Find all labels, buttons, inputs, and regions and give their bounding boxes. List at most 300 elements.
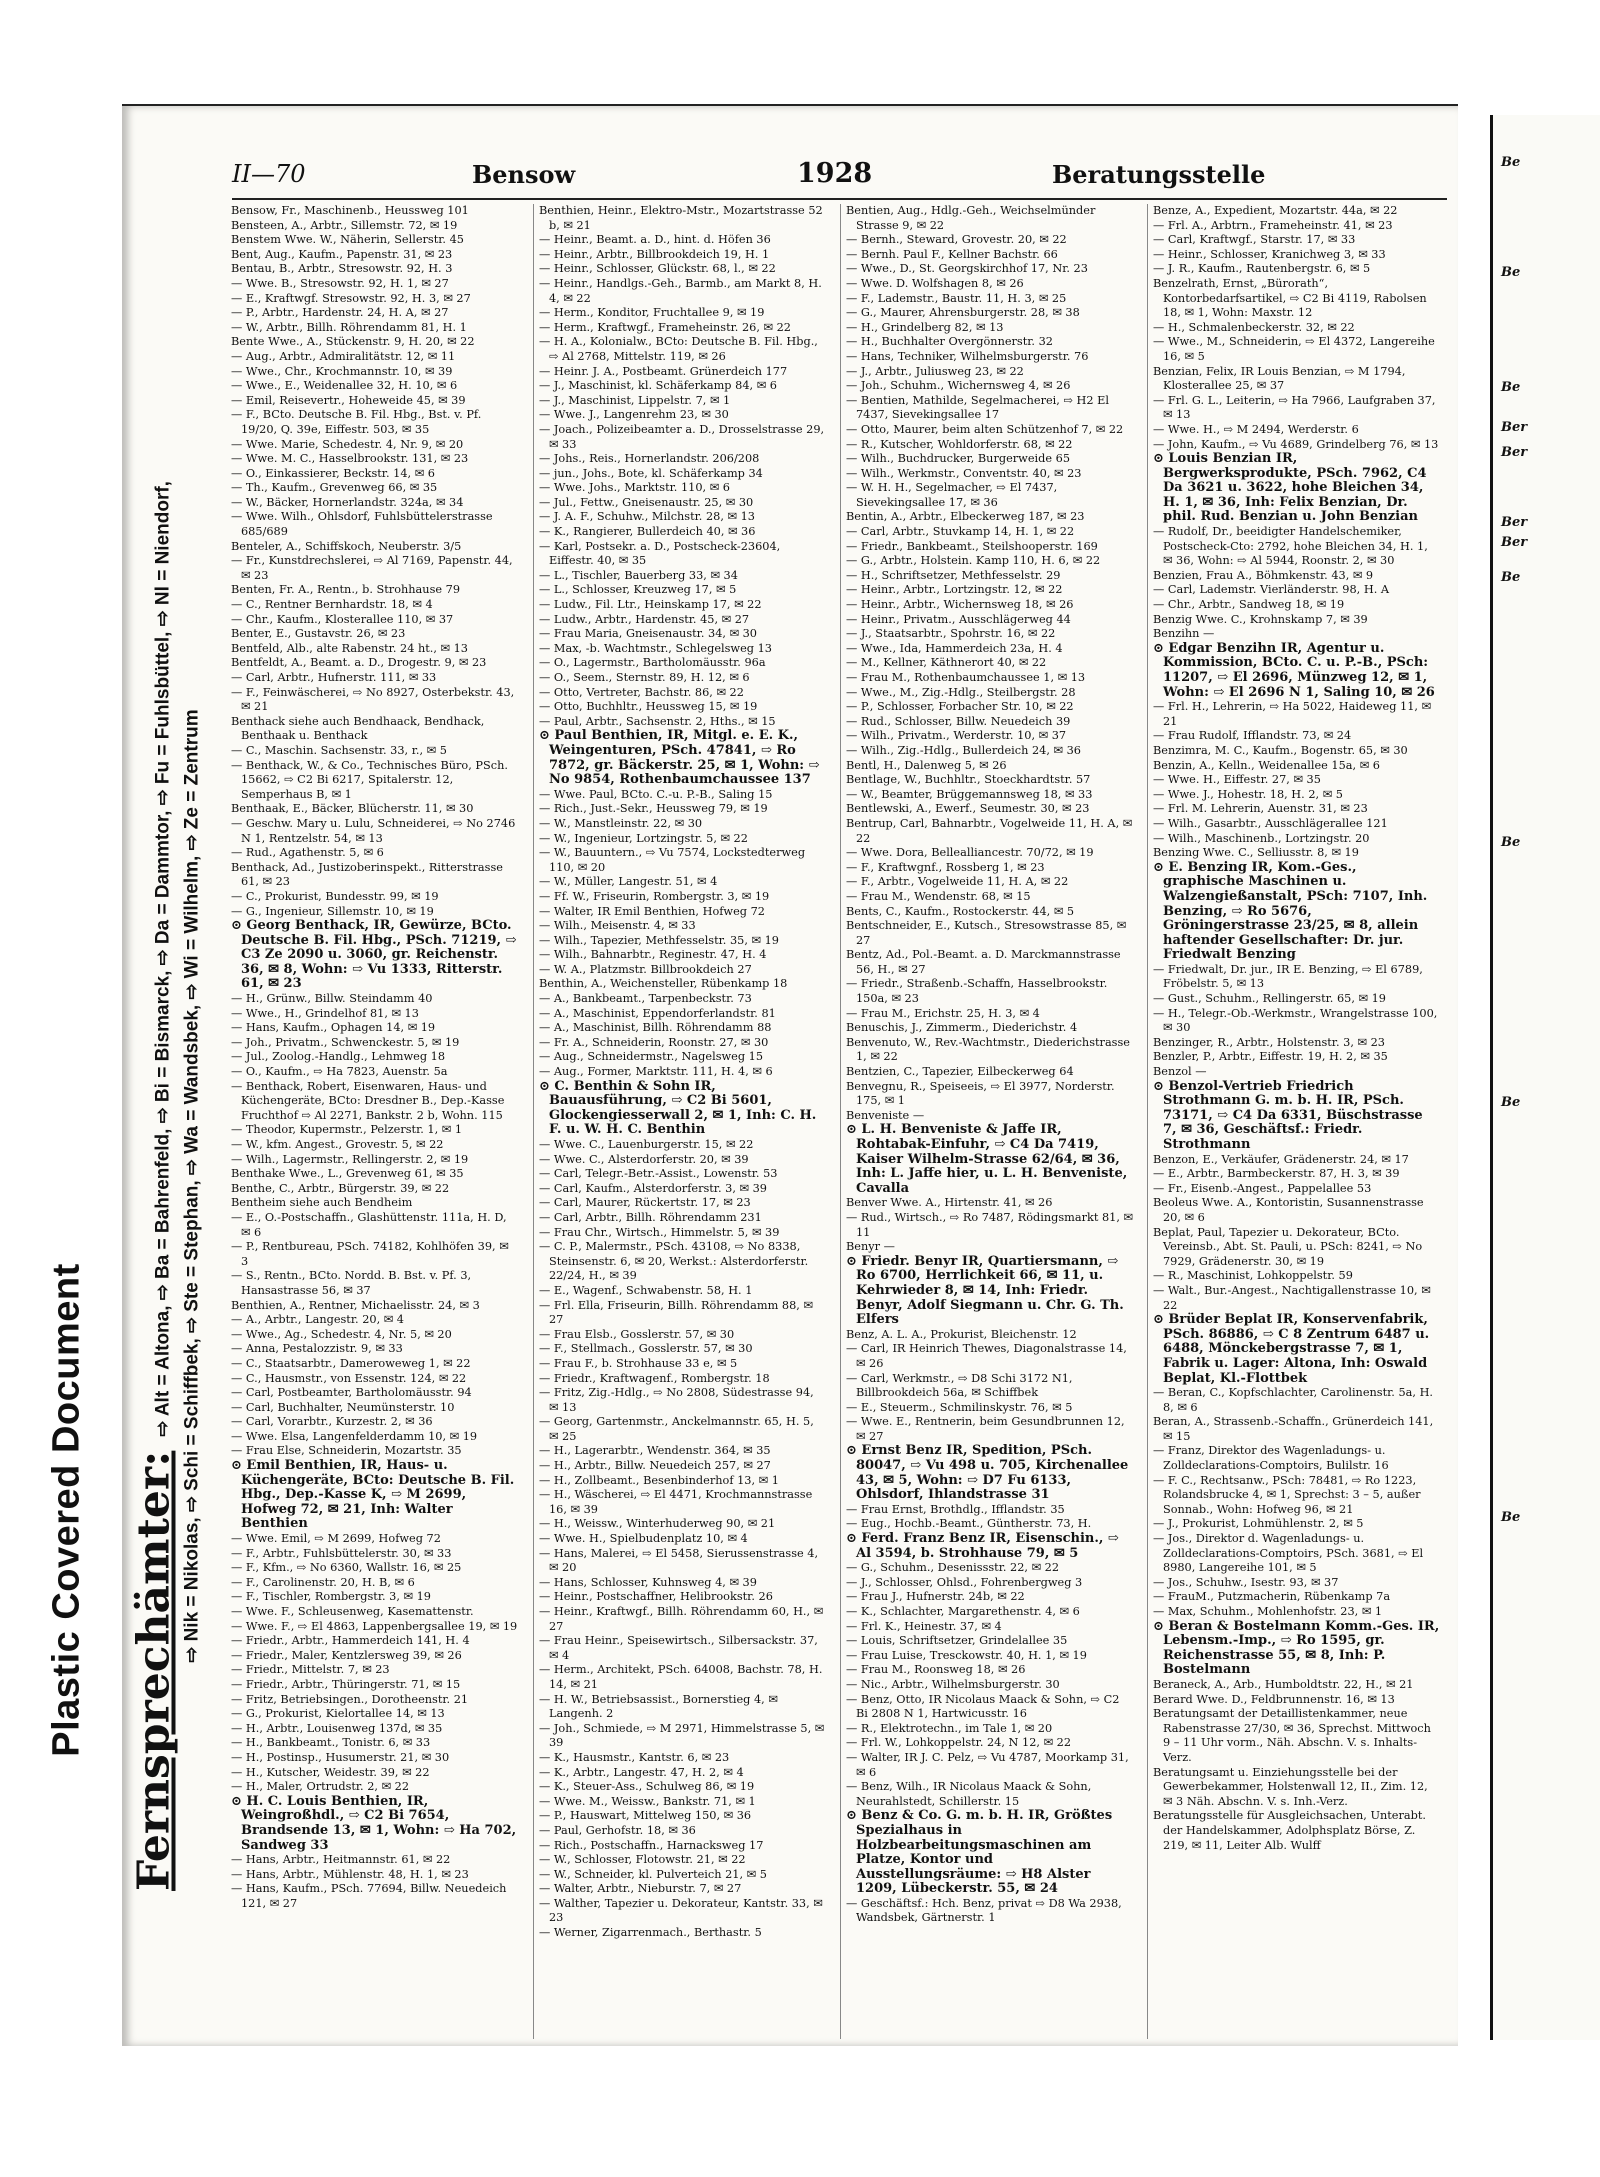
directory-entry: — Heinr., Privatm., Ausschlägerweg 44	[846, 612, 1071, 626]
directory-entry: — Aug., Schneidermstr., Nagelsweg 15	[539, 1050, 764, 1064]
edge-fragment: Be	[1501, 570, 1521, 585]
directory-entry: — Hans, Arbtr., Mühlenstr. 48, H. 1, ✉ 23	[231, 1867, 469, 1881]
directory-entry: — Heinr., Kraftwgf., Billh. Röhrendamm 60, H., ✉ 27	[539, 1605, 824, 1633]
directory-entry: — E., Arbtr., Barmbeckerstr. 87, H. 3, ✉ 39	[1153, 1167, 1400, 1181]
directory-entry: Bentin, A., Arbtr., Elbeckerweg 187, ✉ 23	[846, 510, 1085, 524]
edge-fragment: Ber	[1501, 515, 1528, 530]
directory-entry: — F., Feinwäscherei, ⇨ No 8927, Osterbekstr. 43, ✉ 21	[231, 685, 515, 714]
directory-entry: Bentlewski, A., Ewerf., Seumestr. 30, ✉ 23	[846, 802, 1090, 816]
directory-entry: — Rich., Postschaffn., Harnacksweg 17	[539, 1838, 764, 1852]
directory-entry: — Wwe. H., Spielbudenplatz 10, ✉ 4	[539, 1532, 748, 1546]
directory-entry: — H., Schmalenbeckerstr. 32, ✉ 22	[1153, 320, 1355, 334]
directory-entry: — Benz, Wilh., IR Nicolaus Maack & Sohn, Neurahlstedt, Schillerstr. 15	[846, 1780, 1092, 1808]
directory-entry: — H., Weissw., Winterhuderweg 90, ✉ 21	[539, 1517, 776, 1531]
directory-entry: — Herm., Konditor, Fruchtallee 9, ✉ 19	[539, 306, 765, 320]
directory-entry: Benteler, A., Schiffskoch, Neuberstr. 3/5	[231, 539, 462, 553]
directory-entry: — Paul, Gerhofstr. 18, ✉ 36	[539, 1823, 696, 1837]
directory-entry: — Benthack, Robert, Eisenwaren, Haus- und Küchengeräte, BCto: Dresdner B., Dep.-Kasse Fruchthof ⇨ Al 2271, Bankstr. 2 b, Wohn. 115	[231, 1079, 505, 1122]
directory-entry: — Walt., Bur.-Angest., Nachtigallenstrasse 10, ✉ 22	[1153, 1283, 1431, 1312]
directory-entry: — Wwe. Emil, ⇨ M 2699, Hofweg 72	[231, 1532, 441, 1546]
directory-entry: Bentfeldt, A., Beamt. a. D., Drogestr. 9, ✉ 23	[231, 656, 487, 670]
directory-entry: — O., Einkassierer, Beckstr. 14, ✉ 6	[231, 466, 435, 480]
directory-entry: — F. C., Rechtsanw., PSch: 78481, ⇨ Ro 1223, Rolandsbrucke 4, ✉ 1, Sprechst: 3 – 5, außer Sonnab., Wohn: Hofweg 96, ✉ 21	[1153, 1473, 1421, 1516]
directory-entry: — Werner, Zigarrenmach., Berthastr. 5	[539, 1926, 762, 1940]
directory-entry: — Bernh., Steward, Grovestr. 20, ✉ 22	[846, 233, 1067, 247]
directory-entry: — W., Schneider, kl. Pulverteich 21, ✉ 5	[539, 1867, 767, 1881]
directory-entry: Benveniste —	[846, 1108, 925, 1122]
directory-entry: — Benz, Otto, IR Nicolaus Maack & Sohn, ⇨ C2 Bi 2808 N 1, Hartwicusstr. 16	[846, 1692, 1120, 1721]
directory-entry: — E., Wagenf., Schwabenstr. 58, H. 1	[539, 1283, 753, 1297]
directory-entry: — Wwe. Elsa, Langenfelderdamm 10, ✉ 19	[231, 1429, 478, 1443]
directory-entry: — G., Schuhm., Desenissstr. 22, ✉ 22	[846, 1561, 1060, 1575]
directory-entry: — F., Kraftwgnf., Rossberg 1, ✉ 23	[846, 860, 1045, 874]
directory-entry: Bente Wwe., A., Stückenstr. 9, H. 20, ✉ 22	[231, 335, 475, 349]
directory-entry: — Frau M., Erichstr. 25, H. 3, ✉ 4	[846, 1006, 1040, 1020]
directory-entry: Benstem Wwe. W., Näherin, Sellerstr. 45	[231, 233, 464, 247]
directory-entry: — W. A., Platzmstr. Billbrookdeich 27	[539, 962, 752, 976]
legend-heading: Fernsprechämter:	[128, 1450, 180, 1891]
directory-entry: — R., Maschinist, Lohkoppelstr. 59	[1153, 1269, 1353, 1283]
directory-entry: — C., Hausmstr., von Essenstr. 124, ✉ 22	[231, 1371, 467, 1385]
edge-fragment: Be	[1501, 1095, 1521, 1110]
directory-entry: ⊙ Edgar Benzihn IR, Agentur u. Kommission, BCto. C. u. P.-B., PSch: 11207, ⇨ El 2696, Münzweg 12, ✉ 1, Wohn: ⇨ El 2696 N 1, Saling 10, ✉ 26	[1153, 640, 1435, 700]
directory-entry: — H., Kutscher, Weidestr. 39, ✉ 22	[231, 1765, 430, 1779]
directory-entry: — E., Steuerm., Schmilinskystr. 76, ✉ 5	[846, 1400, 1073, 1414]
directory-entry: — Emil, Reisevertr., Hoheweide 45, ✉ 39	[231, 393, 466, 407]
directory-entry: — Heinr., Schlosser, Kranichweg 3, ✉ 33	[1153, 247, 1386, 261]
directory-entry: Beraneck, A., Arb., Humboldtstr. 22, H., ✉ 21	[1153, 1677, 1414, 1691]
directory-entry: — Hans, Malerei, ⇨ El 5458, Sierussenstrasse 4, ✉ 20	[539, 1546, 819, 1575]
directory-entry: — Frau M., Rothenbaumchaussee 1, ✉ 13	[846, 671, 1086, 684]
directory-entry: Benthe, C., Arbtr., Bürgerstr. 39, ✉ 22	[231, 1181, 450, 1195]
edge-fragment: Be	[1501, 835, 1521, 850]
directory-entry: — F., BCto. Deutsche B. Fil. Hbg., Bst. v. Pf. 19/20, Q. 39e, Eiffestr. 503, ✉ 35	[231, 408, 482, 436]
directory-entry: — Carl, Telegr.-Betr.-Assist., Lowenstr. 53	[539, 1167, 778, 1181]
directory-entry: — Benthack, W., & Co., Technisches Büro, PSch. 15662, ⇨ C2 Bi 6217, Spitalerstr. 12, Semperhaus B, ✉ 1	[231, 758, 508, 801]
directory-entry: — Joh., Schuhm., Wichernsweg 4, ✉ 26	[846, 379, 1071, 393]
directory-entry: — Wwe., Ida, Hammerdeich 23a, H. 4	[846, 641, 1063, 655]
page-number: II—70	[232, 160, 306, 188]
directory-entry: — Frl. K., Heinestr. 37, ✉ 4	[846, 1619, 1002, 1633]
directory-entry: — Frl. G. L., Leiterin, ⇨ Ha 7966, Laufgraben 37, ✉ 13	[1153, 393, 1436, 422]
directory-entry: — Rudolf, Dr., beeidigter Handelschemiker, Postscheck-Cto: 2792, hohe Bleichen 34, H. 1, ✉ 36, Wohn: ⇨ Al 5944, Roonstr. 2, ✉ 30	[1153, 525, 1428, 568]
directory-entry: — Max, -b. Wachtmstr., Schlegelsweg 13	[539, 641, 772, 655]
directory-entry: — jun., Johs., Bote, kl. Schäferkamp 34	[539, 466, 763, 480]
directory-entry: — H., Grünw., Billw. Steindamm 40	[231, 992, 433, 1006]
directory-entry: — Aug., Former, Marktstr. 111, H. 4, ✉ 6	[539, 1065, 773, 1079]
directory-entry: — Fr. A., Schneiderin, Roonstr. 27, ✉ 30	[539, 1035, 769, 1049]
directory-entry: Bentrup, Carl, Bahnarbtr., Vogelweide 11, H. A, ✉ 22	[846, 816, 1133, 845]
directory-entry: Beratungsamt der Detaillistenkammer, neue Rabenstrasse 27/30, ✉ 36, Sprechst. Mittwoch 9 – 11 Uhr vorm., Näh. Abschn. V. s. Inhalts-Verz.	[1153, 1707, 1431, 1764]
directory-entry: — Beran, C., Kopfschlachter, Carolinenstr. 5a, H. 8, ✉ 6	[1153, 1386, 1434, 1414]
directory-entry: — W., Arbtr., Billh. Röhrendamm 81, H. 1	[231, 320, 467, 334]
directory-entry: — Herm., Architekt, PSch. 64008, Bachstr. 78, H. 14, ✉ 21	[539, 1663, 823, 1691]
directory-entry: — Friedr., Arbtr., Thüringerstr. 71, ✉ 15	[231, 1677, 461, 1691]
directory-entry: — Chr., Arbtr., Sandweg 18, ✉ 19	[1153, 598, 1345, 612]
directory-entry: — Jul., Fettw., Gneisenaustr. 25, ✉ 30	[539, 495, 754, 509]
legend-line-b	[174, 406, 210, 1966]
directory-entry: — Wwe. E., Rentnerin, beim Gesundbrunnen 12, ✉ 27	[846, 1415, 1125, 1443]
directory-entry: — Wilh., Gasarbtr., Ausschlägerallee 121	[1153, 816, 1388, 830]
directory-entry: — Frau J., Hufnerstr. 24b, ✉ 22	[846, 1590, 1025, 1604]
directory-entry: — Jos., Schuhw., Isestr. 93, ✉ 37	[1153, 1575, 1339, 1589]
directory-entry: — Rud., Schlosser, Billw. Neuedeich 39	[846, 714, 1071, 728]
directory-entry: — Friedr., Kraftwagenf., Rombergstr. 18	[539, 1371, 770, 1385]
directory-entry: Benzol —	[1153, 1065, 1207, 1079]
directory-entry: — Hans, Kaufm., Ophagen 14, ✉ 19	[231, 1021, 436, 1035]
directory-entry: — Heinr., Arbtr., Lortzingstr. 12, ✉ 22	[846, 583, 1063, 597]
directory-entry: — Frau Heinr., Speisewirtsch., Silbersackstr. 37, ✉ 4	[539, 1634, 818, 1662]
directory-entry: — Frl. A., Arbtrn., Frameheinstr. 41, ✉ 23	[1153, 218, 1393, 232]
directory-entry: — Wwe. H., ⇨ M 2494, Werderstr. 6	[1153, 422, 1359, 436]
directory-entry: — Wwe. F., Schleusenweg, Kasemattenstr.	[231, 1605, 474, 1618]
directory-entry: ⊙ Beran & Bostelmann Komm.-Ges. IR, Lebensm.-Imp., ⇨ Ro 1595, gr. Reichenstrasse 55, ✉ 8, Inh: P. Bostelmann	[1153, 1618, 1440, 1678]
directory-entry: — Friedr., Arbtr., Hammerdeich 141, H. 4	[231, 1634, 470, 1648]
directory-entry: — Heinr., Postschaffner, Helibrookstr. 26	[539, 1590, 773, 1604]
directory-entry: — Wwe. Paul, BCto. C.-u. P.-B., Saling 15	[539, 787, 773, 801]
directory-entry: — Heinr., Arbtr., Wichernsweg 18, ✉ 26	[846, 598, 1074, 612]
directory-entry: — O., Kaufm., ⇨ Ha 7823, Auenstr. 5a	[231, 1065, 448, 1079]
directory-entry: — H., Wäscherei, ⇨ El 4471, Krochmannstrasse 16, ✉ 39	[539, 1488, 813, 1516]
directory-entry: — Hans, Arbtr., Heitmannstr. 61, ✉ 22	[231, 1853, 451, 1867]
directory-entry: — F., Kfm., ⇨ No 6360, Wallstr. 16, ✉ 25	[231, 1561, 462, 1575]
directory-entry: — Wwe., D., St. Georgskirchhof 17, Nr. 23	[846, 262, 1088, 276]
header-first-entry: Bensow	[472, 160, 576, 189]
directory-entry: — Wwe., Chr., Krochmannstr. 10, ✉ 39	[231, 364, 453, 378]
directory-entry: — H. A., Kolonialw., BCto: Deutsche B. Fil. Hbg., ⇨ Al 2768, Mittelstr. 119, ✉ 26	[539, 335, 818, 363]
directory-entry: Benzelrath, Ernst, „Bürorath“, Kontorbedarfsartikel, ⇨ C2 Bi 4119, Rabolsen 18, ✉ 1, Wohn: Maxstr. 12	[1153, 276, 1427, 320]
directory-entry: — Anna, Pestalozzistr. 9, ✉ 33	[231, 1342, 403, 1356]
directory-entry: — Frau Chr., Wirtsch., Himmelstr. 5, ✉ 39	[539, 1225, 780, 1239]
directory-entry: — Friedr., Mittelstr. 7, ✉ 23	[231, 1663, 390, 1677]
directory-entry: — H., Bankbeamt., Tonistr. 6, ✉ 33	[231, 1736, 431, 1750]
directory-entry: — H., Maler, Ortrudstr. 2, ✉ 22	[231, 1780, 410, 1794]
directory-entry: Benthake Wwe., L., Grevenweg 61, ✉ 35	[231, 1167, 464, 1181]
directory-entry: — Frau Elsb., Gosslerstr. 57, ✉ 30	[539, 1327, 735, 1341]
directory-entry: — Carl, Lademstr. Vierländerstr. 98, H. A	[1153, 583, 1390, 597]
directory-entry: ⊙ L. H. Benveniste & Jaffe IR, Rohtabak-Einfuhr, ⇨ C4 Da 7419, Kaiser Wilhelm-Strasse 62/64, ✉ 36, Inh: L. Jaffe hier, u. L. H. Benveniste, Cavalla	[846, 1122, 1128, 1196]
directory-entry: — Walther, Tapezier u. Dekorateur, Kantstr. 33, ✉ 23	[539, 1896, 823, 1925]
directory-entry: — Aug., Arbtr., Admiralitätstr. 12, ✉ 11	[231, 349, 456, 363]
directory-entry: — Friedr., Straßenb.-Schaffn, Hasselbrookstr. 150a, ✉ 23	[846, 977, 1108, 1006]
directory-entry: — R., Kutscher, Wohldorferstr. 68, ✉ 22	[846, 437, 1073, 451]
header-last-entry: Beratungsstelle	[1052, 160, 1266, 189]
directory-columns	[226, 204, 1451, 2039]
directory-entry: — Hans, Techniker, Wilhelmsburgerstr. 76	[846, 349, 1089, 363]
directory-entry: — Wilh., Lagermstr., Rellingerstr. 2, ✉ 19	[231, 1152, 469, 1166]
directory-entry: — W., Beamter, Brüggemannsweg 18, ✉ 33	[846, 787, 1093, 801]
directory-entry: ⊙ Ferd. Franz Benz IR, Eisenschin., ⇨ Al 3594, b. Strohhause 79, ✉ 5	[846, 1531, 1119, 1561]
directory-entry: Benthaak, E., Bäcker, Blücherstr. 11, ✉ 30	[231, 802, 474, 816]
directory-entry: Bentz, Ad., Pol.-Beamt. a. D. Marckmannstrasse 56, H., ✉ 27	[846, 948, 1121, 976]
directory-entry: Benzing Wwe. C., Selliusstr. 8, ✉ 19	[1153, 846, 1359, 860]
directory-entry: — Heinr. J. A., Postbeamt. Grünerdeich 177	[539, 364, 788, 378]
directory-entry: — C., Maschin. Sachsenstr. 33, r., ✉ 5	[231, 743, 447, 757]
directory-entry: — J. A. F., Schuhw., Milchstr. 28, ✉ 13	[539, 510, 755, 524]
directory-entry: — Wwe. H., Eiffestr. 27, ✉ 35	[1153, 773, 1321, 787]
directory-entry: — Ff. W., Friseurin, Rombergstr. 3, ✉ 19	[539, 889, 770, 903]
directory-entry: — Gust., Schuhm., Rellingerstr. 65, ✉ 19	[1153, 992, 1386, 1006]
directory-entry: — Bernh. Paul F., Kellner Bachstr. 66	[846, 247, 1058, 261]
directory-entry: — H., Grindelberg 82, ✉ 13	[846, 320, 1004, 334]
directory-entry: — W., Manstleinstr. 22, ✉ 30	[539, 816, 703, 830]
directory-entry: — Theodor, Kupermstr., Pelzerstr. 1, ✉ 1	[231, 1123, 463, 1137]
directory-entry: — Geschw. Mary u. Lulu, Schneiderei, ⇨ No 2746 N 1, Rentzelstr. 54, ✉ 13	[231, 816, 516, 845]
directory-entry: — S., Rentn., BCto. Nordd. B. Bst. v. Pf. 3, Hansastrasse 56, ✉ 37	[231, 1269, 472, 1297]
directory-entry: ⊙ Benz & Co. G. m. b. H. IR, Größtes Spezialhaus in Holzbearbeitungsmaschinen am Platze, Kontor und Ausstellungsräume: ⇨ H8 Alster 1209, Lübeckerstr. 55, ✉ 24	[846, 1808, 1113, 1897]
directory-entry: — Ludw., Fil. Ltr., Heinskamp 17, ✉ 22	[539, 598, 762, 612]
directory-entry: — F., Tischler, Rombergstr. 3, ✉ 19	[231, 1590, 431, 1604]
directory-entry: — K., Hausmstr., Kantstr. 6, ✉ 23	[539, 1750, 730, 1764]
directory-entry: — Frl. W., Lohkoppelstr. 24, N 12, ✉ 22	[846, 1736, 1072, 1750]
directory-entry: Beplat, Paul, Tapezier u. Dekorateur, BCto. Vereinsb., Abt. St. Pauli, u. PSch: 8241, ⇨ No 7929, Grädenerstr. 30, ✉ 19	[1153, 1225, 1423, 1268]
directory-entry: — Wilh., Buchdrucker, Burgerweide 65	[846, 452, 1071, 466]
directory-entry: — Wwe. J., Langenrehm 23, ✉ 30	[539, 408, 729, 422]
directory-column-1	[226, 204, 523, 2039]
directory-entry: — Wwe., M., Schneiderin, ⇨ El 4372, Langereihe 16, ✉ 5	[1153, 335, 1435, 363]
directory-entry: — Paul, Arbtr., Sachsenstr. 2, Hths., ✉ 15	[539, 714, 776, 728]
directory-entry: — Herm., Kraftwgf., Frameheinstr. 26, ✉ 22	[539, 320, 791, 334]
directory-entry: — Carl, Buchhalter, Neumünsterstr. 10	[231, 1400, 455, 1414]
directory-entry: — Wwe. C., Alsterdorferstr. 20, ✉ 39	[539, 1152, 749, 1166]
directory-entry: — Frau Maria, Gneisenaustr. 34, ✉ 30	[539, 627, 757, 641]
directory-entry: — W., Bauuntern., ⇨ Vu 7574, Lockstedterweg 110, ✉ 20	[539, 846, 806, 874]
directory-entry: — Heinr., Handlgs.-Geh., Barmb., am Markt 8, H. 4, ✉ 22	[539, 276, 822, 305]
directory-entry: — W., kfm. Angest., Grovestr. 5, ✉ 22	[231, 1138, 444, 1151]
directory-entry: ⊙ C. Benthin & Sohn IR, Bauausführung, ⇨ C2 Bi 5601, Glockengiesserwall 2, ✉ 1, Inh: C. H. F. u. W. H. C. Benthin	[539, 1078, 817, 1138]
directory-entry: ⊙ Brüder Beplat IR, Konservenfabrik, PSch. 86886, ⇨ C 8 Zentrum 6487 u. 6488, Mönckebergstrasse 7, ✉ 1, Fabrik u. Lager: Altona, Inh: Oswald Beplat, Kl.-Flottbek	[1153, 1312, 1430, 1386]
directory-entry: — Rud., Agathenstr. 5, ✉ 6	[231, 846, 384, 860]
directory-entry: — Fr., Kunstdrechslerei, ⇨ Al 7169, Papenstr. 44, ✉ 23	[231, 554, 513, 582]
edge-fragment: Be	[1501, 1510, 1521, 1525]
directory-entry: Benzler, P., Arbtr., Eiffestr. 19, H. 2, ✉ 35	[1153, 1050, 1388, 1064]
directory-entry: — H., Telegr.-Ob.-Werkmstr., Wrangelstrasse 100, ✉ 30	[1153, 1006, 1438, 1035]
directory-entry: Bentzien, C., Tapezier, Eilbeckerweg 64	[846, 1065, 1074, 1079]
directory-entry: — J. R., Kaufm., Rautenbergstr. 6, ✉ 5	[1153, 262, 1371, 276]
directory-entry: Benzihn —	[1153, 627, 1215, 641]
directory-entry: ⊙ Emil Benthien, IR, Haus- u. Küchengeräte, BCto: Deutsche B. Fil. Hbg., Dep.-Kasse K, ⇨ M 2699, Hofweg 72, ✉ 21, Inh: Walter Benthien	[231, 1458, 515, 1532]
directory-entry: — W., Bäcker, Hornerlandstr. 324a, ✉ 34	[231, 495, 464, 509]
scanned-page	[122, 104, 1458, 2046]
directory-entry: Benter, E., Gustavstr. 26, ✉ 23	[231, 627, 406, 641]
directory-entry: Bentlage, W., Buchhltr., Stoeckhardtstr. 57	[846, 773, 1091, 787]
directory-entry: — Heinr., Beamt. a. D., hint. d. Höfen 36	[539, 233, 771, 247]
directory-entry: — Johs., Reis., Hornerlandstr. 206/208	[539, 452, 760, 466]
directory-entry: — Wwe. D. Wolfshagen 8, ✉ 26	[846, 276, 1024, 290]
directory-entry: — Heinr., Schlosser, Glückstr. 68, l., ✉ 22	[539, 262, 776, 276]
directory-entry: ⊙ Georg Benthack, IR, Gewürze, BCto. Deutsche B. Fil. Hbg., PSch. 71219, ⇨ C3 Ze 2090 u. 3060, gr. Reichenstr. 36, ✉ 8, Wohn: ⇨ Vu 1333, Ritterstr. 61, ✉ 23	[231, 918, 517, 992]
directory-entry: Berard Wwe. D., Feldbrunnenstr. 16, ✉ 13	[1153, 1692, 1395, 1706]
directory-entry: — Carl, Kaufm., Alsterdorferstr. 3, ✉ 39	[539, 1181, 767, 1195]
directory-entry: — H. W., Betriebsassist., Bornerstieg 4, ✉ Langenh. 2	[539, 1692, 778, 1721]
directory-entry: — Otto, Vertreter, Bachstr. 86, ✉ 22	[539, 685, 744, 699]
directory-entry: — Hans, Kaufm., PSch. 77694, Billw. Neuedeich 121, ✉ 27	[231, 1882, 507, 1910]
directory-entry: — Th., Kaufm., Grevenweg 66, ✉ 35	[231, 481, 438, 495]
directory-entry: — Eug., Hochb.-Beamt., Güntherstr. 73, H.	[846, 1517, 1092, 1531]
directory-entry: Benvenuto, W., Rev.-Wachtmstr., Diederichstrasse 1, ✉ 22	[846, 1035, 1130, 1064]
directory-entry: Bentheim siehe auch Bendheim	[231, 1196, 413, 1210]
directory-entry: — K., Steuer-Ass., Schulweg 86, ✉ 19	[539, 1780, 755, 1794]
directory-entry: — Wwe. Dora, Bellealliancestr. 70/72, ✉ 19	[846, 846, 1094, 860]
directory-entry: — Frau Rudolf, Ifflandstr. 73, ✉ 24	[1153, 729, 1352, 743]
directory-entry: Benvegnu, R., Speiseeis, ⇨ El 3977, Norderstr. 175, ✉ 1	[846, 1079, 1115, 1108]
directory-entry: — G., Arbtr., Holstein. Kamp 110, H. 6, ✉ 22	[846, 554, 1101, 568]
directory-entry: ⊙ E. Benzing IR, Kom.-Ges., graphische Maschinen u. Walzengießanstalt, PSch: 7107, Inh. Benzing, ⇨ Ro 5676, Gröningerstrasse 23/25, ✉ 8, allein haftender Gesellschafter: Dr. jur. Friedwalt Benzing	[1153, 859, 1428, 963]
directory-entry: — H., Postinsp., Husumerstr. 21, ✉ 30	[231, 1750, 450, 1764]
directory-entry: — K., Rangierer, Bullerdeich 40, ✉ 36	[539, 525, 756, 539]
directory-entry: — Carl, Postbeamter, Bartholomäusstr. 94	[231, 1386, 472, 1400]
directory-entry: — Wwe. J., Hohestr. 18, H. 2, ✉ 5	[1153, 787, 1343, 801]
directory-entry: — Carl, IR Heinrich Thewes, Diagonalstrasse 14, ✉ 26	[846, 1342, 1127, 1370]
directory-entry: — Frau F., b. Strohhause 33 e, ✉ 5	[539, 1356, 738, 1370]
page-header	[232, 158, 1447, 200]
directory-entry: — Heinr., Arbtr., Billbrookdeich 19, H. 1	[539, 247, 770, 261]
directory-entry: — C., Prokurist, Bundesstr. 99, ✉ 19	[231, 889, 439, 903]
directory-entry: — H., Arbtr., Louisenweg 137d, ✉ 35	[231, 1721, 443, 1735]
directory-entry: Bents, C., Kaufm., Rostockerstr. 44, ✉ 5	[846, 904, 1075, 918]
directory-entry: — F., Arbtr., Vogelweide 11, H. A, ✉ 22	[846, 875, 1069, 889]
directory-entry: ⊙ Louis Benzian IR, Bergwerksprodukte, PSch. 7962, C4 Da 3621 u. 3622, hohe Bleichen 34, H. 1, ✉ 36, Inh: Felix Benzian, Dr. phil. Rud. Benzian u. John Benzian	[1153, 451, 1427, 525]
directory-entry: — Carl, Arbtr., Hufnerstr. 111, ✉ 33	[231, 671, 437, 684]
directory-entry: Beoleus Wwe. A., Kontoristin, Susannenstrasse 20, ✉ 6	[1153, 1196, 1424, 1224]
directory-entry: Benthack, Ad., Justizoberinspekt., Ritterstrasse 61, ✉ 23	[231, 860, 503, 889]
directory-entry: Benthin, A., Weichensteller, Rübenkamp 18	[539, 977, 788, 991]
directory-entry: — Fritz, Zig.-Hdlg., ⇨ No 2808, Südestrasse 94, ✉ 13	[539, 1386, 814, 1414]
watermark-label	[12, 1180, 122, 1840]
directory-entry: — P., Schlosser, Forbacher Str. 10, ✉ 22	[846, 700, 1074, 714]
directory-entry: Benzig Wwe. C., Krohnskamp 7, ✉ 39	[1153, 612, 1368, 626]
directory-entry: Bentfeld, Alb., alte Rabenstr. 24 ht., ✉ 13	[231, 641, 468, 655]
directory-column-4	[1147, 204, 1445, 2039]
directory-entry: — G., Ingenieur, Sillemstr. 10, ✉ 19	[231, 904, 434, 918]
directory-entry: — F., Arbtr., Fuhlsbüttelerstr. 30, ✉ 33	[231, 1546, 452, 1560]
directory-entry: — Frau M., Roonsweg 18, ✉ 26	[846, 1663, 1026, 1677]
directory-entry: — Walter, Arbtr., Nieburstr. 7, ✉ 27	[539, 1882, 742, 1896]
directory-entry: — Wilh., Werkmstr., Conventstr. 40, ✉ 23	[846, 466, 1082, 480]
directory-entry: — Louis, Schriftsetzer, Grindelallee 35	[846, 1634, 1068, 1648]
directory-entry: — Wilh., Tapezier, Methfesselstr. 35, ✉ 19	[539, 933, 779, 947]
directory-entry: — Franz, Direktor des Wagenladungs- u. Zolldeclarations-Comptoirs, Bulilstr. 16	[1153, 1444, 1389, 1473]
directory-entry: — John, Kaufm., ⇨ Vu 4689, Grindelberg 76, ✉ 13	[1153, 437, 1439, 451]
directory-entry: — Ludw., Arbtr., Hardenstr. 45, ✉ 27	[539, 612, 750, 626]
directory-entry: — G., Maurer, Ahrensburgerstr. 28, ✉ 38	[846, 306, 1080, 320]
directory-entry: — H., Arbtr., Billw. Neuedeich 257, ✉ 27	[539, 1459, 771, 1473]
directory-entry: — J., Staatsarbtr., Spohrstr. 16, ✉ 22	[846, 627, 1056, 641]
exchange-legend-sidebar	[128, 406, 210, 1966]
directory-entry: — C., Staatsarbtr., Dameroweweg 1, ✉ 22	[231, 1356, 471, 1370]
directory-entry: — Jul., Zoolog.-Handlg., Lehmweg 18	[231, 1050, 446, 1064]
directory-entry: — Carl, Arbtr., Stuvkamp 14, H. 1, ✉ 22	[846, 525, 1075, 539]
directory-entry: Benyr —	[846, 1240, 895, 1254]
directory-entry: — Friedr., Bankbeamt., Steilshooperstr. 169	[846, 539, 1098, 553]
directory-entry: Benthien, Heinr., Elektro-Mstr., Mozartstrasse 52 b, ✉ 21	[539, 204, 823, 232]
directory-entry: — P., Rentbureau, PSch. 74182, Kohlhöfen 39, ✉ 3	[231, 1240, 509, 1268]
directory-entry: — Fr., Eisenb.-Angest., Pappelallee 53	[1153, 1181, 1372, 1195]
directory-entry: Bentl, H., Dalenweg 5, ✉ 26	[846, 758, 1007, 772]
directory-entry: — Wilh., Bahnarbtr., Reginestr. 47, H. 4	[539, 948, 767, 962]
directory-entry: — W. H. H., Segelmacher, ⇨ El 7437, Sievekingsallee 17, ✉ 36	[846, 481, 1058, 509]
directory-entry: — Carl, Werkmstr., ⇨ D8 Schi 3172 N1, Billbrookdeich 56a, ✉ Schiffbek	[846, 1371, 1073, 1400]
directory-column-2	[533, 204, 831, 2039]
directory-entry: — Rich., Just.-Sekr., Heussweg 79, ✉ 19	[539, 802, 768, 816]
directory-entry: — Frau Else, Schneiderin, Mozartstr. 35	[231, 1444, 462, 1458]
directory-entry: — J., Maschinist, Lippelstr. 7, ✉ 1	[539, 393, 731, 407]
directory-entry: — Walter, IR Emil Benthien, Hofweg 72	[539, 904, 765, 918]
directory-entry: — Wwe., E., Weidenallee 32, H. 10, ✉ 6	[231, 379, 458, 393]
directory-entry: Bensow, Fr., Maschinenb., Heussweg 101	[231, 204, 469, 217]
directory-entry: — Bentien, Mathilde, Segelmacherei, ⇨ H2 El 7437, Sievekingsallee 17	[846, 393, 1110, 422]
directory-entry: — A., Maschinist, Eppendorferlandstr. 81	[539, 1006, 776, 1020]
directory-entry: — H., Buchhalter Overgönnerstr. 32	[846, 335, 1053, 349]
directory-entry: — H., Schriftsetzer, Methfesselstr. 29	[846, 568, 1061, 582]
directory-entry: — Jos., Direktor d. Wagenladungs- u. Zolldeclarations-Comptoirs, PSch. 3681, ⇨ El 8980, Langereihe 101, ✉ 5	[1153, 1532, 1424, 1575]
directory-entry: — L., Tischler, Bauerberg 33, ✉ 34	[539, 568, 738, 582]
legend-text-b: ⇨ Nik = Nikolas, ⇨ Schi = Schiffbek, ⇨ Ste = Stephan, ⇨ Wa = Wandsbek, ⇨ Wi = Wilhelm, ⇨ Ze = Zentrum	[181, 709, 203, 1663]
directory-entry: — Fritz, Betriebsingen., Dorotheenstr. 21	[231, 1692, 469, 1706]
directory-entry: — Frl. M. Lehrerin, Auenstr. 31, ✉ 23	[1153, 802, 1368, 816]
directory-column-3	[840, 204, 1138, 2039]
directory-entry: — Carl, Maurer, Rückertstr. 17, ✉ 23	[539, 1196, 751, 1210]
directory-entry: Benthack siehe auch Bendhaack, Bendhack, Benthaak u. Benthack	[231, 714, 485, 743]
directory-entry: — K., Arbtr., Langestr. 47, H. 2, ✉ 4	[539, 1765, 744, 1779]
directory-entry: Benz, A. L. A., Prokurist, Bleichenstr. 12	[846, 1327, 1077, 1341]
directory-entry: Benzimra, M. C., Kaufm., Bogenstr. 65, ✉ 30	[1153, 743, 1408, 757]
directory-entry: Benver Wwe. A., Hirtenstr. 41, ✉ 26	[846, 1196, 1053, 1210]
directory-entry: — Frl. H., Lehrerin, ⇨ Ha 5022, Haideweg 11, ✉ 21	[1153, 700, 1432, 728]
edge-fragment: Be	[1501, 380, 1521, 395]
directory-entry: Benzin, A., Kelln., Weidenallee 15a, ✉ 6	[1153, 758, 1380, 772]
legend-line-a	[128, 406, 180, 1966]
directory-entry: — E., O.-Postschaffn., Glashüttenstr. 111a, H. D, ✉ 6	[231, 1210, 507, 1239]
directory-entry: — Wwe. Johs., Marktstr. 110, ✉ 6	[539, 481, 730, 495]
directory-entry: — Wwe., H., Grindelhof 81, ✉ 13	[231, 1006, 419, 1020]
directory-entry: — Friedr., Maler, Kentzlersweg 39, ✉ 26	[231, 1648, 462, 1662]
directory-entry: Bent, Aug., Kaufm., Papenstr. 31, ✉ 23	[231, 247, 453, 261]
directory-entry: Benzian, Felix, IR Louis Benzian, ⇨ M 1794, Klosterallee 25, ✉ 37	[1153, 364, 1406, 393]
directory-entry: — J., Maschinist, kl. Schäferkamp 84, ✉ 6	[539, 379, 777, 393]
directory-entry: — W., Schlosser, Flotowstr. 21, ✉ 22	[539, 1853, 746, 1867]
directory-entry: — Wilh., Zig.-Hdlg., Bullerdeich 24, ✉ 36	[846, 743, 1081, 757]
directory-entry: Beratungsstelle für Ausgleichsachen, Unterabt. der Handelskammer, Adolphsplatz Börse, Z. 219, ✉ 11, Leiter Alb. Wulff	[1153, 1809, 1426, 1852]
directory-entry: Benzinger, R., Arbtr., Holstenstr. 3, ✉ 23	[1153, 1035, 1385, 1049]
watermark-text: Plastic Covered Document	[45, 1263, 88, 1757]
edge-fragment: Ber	[1501, 420, 1528, 435]
directory-entry: ⊙ H. C. Louis Benthien, IR, Weingroßhdl., ⇨ C2 Bi 7654, Brandsende 13, ✉ 1, Wohn: ⇨ Ha 702, Sandweg 33	[231, 1793, 517, 1853]
directory-entry: — W., Ingenieur, Lortzingstr. 5, ✉ 22	[539, 831, 748, 845]
directory-entry: — O., Lagermstr., Bartholomäusstr. 96a	[539, 656, 766, 670]
directory-entry: Bensteen, A., Arbtr., Sillemstr. 72, ✉ 19	[231, 218, 458, 232]
edge-fragment: Ber	[1501, 535, 1528, 550]
directory-entry: Benuschis, J., Zimmerm., Diederichstr. 4	[846, 1021, 1078, 1035]
directory-entry: — Wilh., Meisenstr. 4, ✉ 33	[539, 919, 696, 933]
directory-entry: — FrauM., Putzmacherin, Rübenkamp 7a	[1153, 1590, 1391, 1604]
directory-entry: Benze, A., Expedient, Mozartstr. 44a, ✉ 22	[1153, 204, 1398, 217]
directory-entry: — P., Hauswart, Mittelweg 150, ✉ 36	[539, 1809, 752, 1823]
directory-entry: — Wwe. M., Weissw., Bankstr. 71, ✉ 1	[539, 1794, 756, 1808]
directory-entry: — C., Rentner Bernhardstr. 18, ✉ 4	[231, 598, 433, 612]
directory-entry: — Georg, Gartenmstr., Anckelmannstr. 65, H. 5, ✉ 25	[539, 1415, 814, 1443]
directory-entry: — H., Lagerarbtr., Wendenstr. 364, ✉ 35	[539, 1444, 771, 1458]
directory-entry: — Frau Ernst, Brothdlg., Ifflandstr. 35	[846, 1502, 1065, 1516]
directory-entry: — G., Prokurist, Kielortallee 14, ✉ 13	[231, 1707, 445, 1721]
legend-text-a: ⇨ Alt = Altona, ⇨ Ba = Bahrenfeld, ⇨ Bi = Bismarck, ⇨ Da = Dammtor, ⇨ Fu = Fuhlsbüttel, ⇨ Nl = Niendorf,	[152, 481, 174, 1437]
edge-fragment: Ber	[1501, 445, 1528, 460]
directory-entry: — Wwe., Ag., Schedestr. 4, Nr. 5, ✉ 20	[231, 1327, 452, 1341]
directory-entry: — C. P., Malermstr., PSch. 43108, ⇨ No 8338, Steinsenstr. 6, ✉ 20, Werkst.: Alsterdorferstr. 22/24, H., ✉ 39	[539, 1240, 809, 1283]
directory-entry: Bentschneider, E., Kutsch., Stresowstrasse 85, ✉ 27	[846, 919, 1127, 947]
directory-entry: — Joh., Schmiede, ⇨ M 2971, Himmelstrasse 5, ✉ 39	[539, 1721, 825, 1750]
directory-entry: — A., Arbtr., Langestr. 20, ✉ 4	[231, 1313, 404, 1327]
